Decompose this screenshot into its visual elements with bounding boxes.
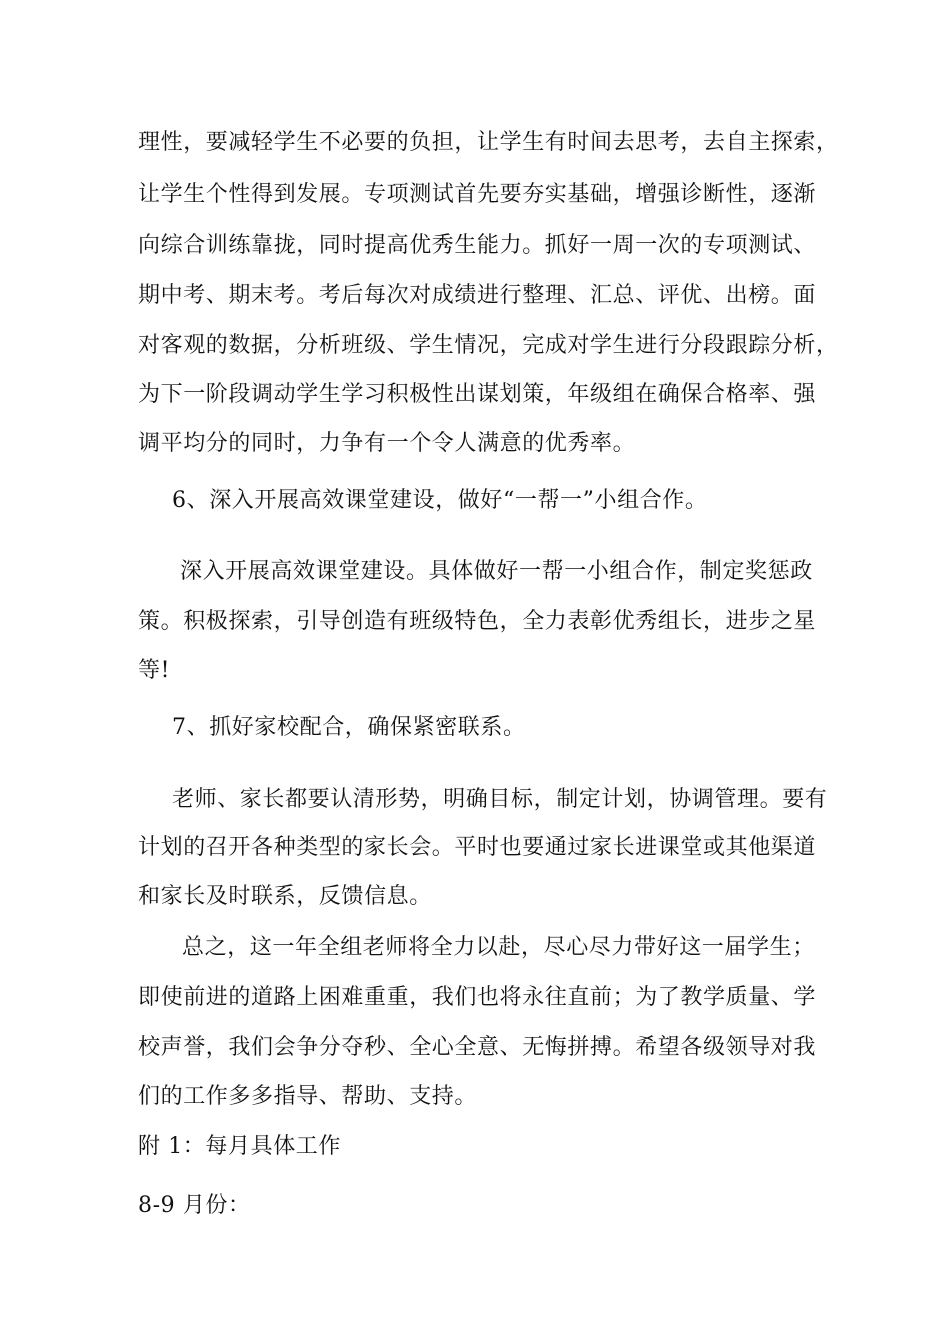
paragraph-line: 总之，这一年全组老师将全力以赴，尽心尽力带好这一届学生； xyxy=(182,935,815,960)
paragraph-line: 老师、家长都要认清形势，明确目标，制定计划，协调管理。要有 xyxy=(172,787,828,812)
appendix-title: 附 1：每月具体工作 xyxy=(138,1134,341,1159)
paragraph-line: 策。积极探索，引导创造有班级特色，全力表彰优秀组长，进步之星 xyxy=(138,609,817,634)
paragraph-line: 等! xyxy=(138,658,171,683)
paragraph-line: 向综合训练靠拢，同时提高优秀生能力。抓好一周一次的专项测试、 xyxy=(138,233,817,258)
section-heading-7: 7、抓好家校配合，确保紧密联系。 xyxy=(172,715,526,740)
paragraph-line: 让学生个性得到发展。专项测试首先要夯实基础，增强诊断性，逐渐 xyxy=(138,182,817,207)
paragraph-line: 们的工作多多指导、帮助、支持。 xyxy=(138,1084,478,1109)
paragraph-line: 深入开展高效课堂建设。具体做好一帮一小组合作，制定奖惩政 xyxy=(180,559,813,584)
paragraph-line: 理性，要减轻学生不必要的负担，让学生有时间去思考，去自主探索， xyxy=(138,130,839,155)
section-heading-6: 6、深入开展高效课堂建设，做好“一帮一”小组合作。 xyxy=(172,488,708,513)
month-label: 8-9 月份： xyxy=(138,1193,251,1218)
paragraph-line: 计划的召开各种类型的家长会。平时也要通过家长进课堂或其他渠道 xyxy=(138,835,817,860)
paragraph-line: 期中考、期末考。考后每次对成绩进行整理、汇总、评优、出榜。面 xyxy=(138,283,817,308)
paragraph-line: 调平均分的同时，力争有一个令人满意的优秀率。 xyxy=(138,431,636,456)
paragraph-line: 为下一阶段调动学生学习积极性出谋划策，年级组在确保合格率、强 xyxy=(138,382,817,407)
paragraph-line: 和家长及时联系，反馈信息。 xyxy=(138,884,432,909)
paragraph-line: 校声誉，我们会争分夺秒、全心全意、无悔拼搏。希望各级领导对我 xyxy=(138,1035,817,1060)
paragraph-line: 即使前进的道路上困难重重，我们也将永往直前；为了教学质量、学 xyxy=(138,985,817,1010)
paragraph-line: 对客观的数据，分析班级、学生情况，完成对学生进行分段跟踪分析， xyxy=(138,333,839,358)
